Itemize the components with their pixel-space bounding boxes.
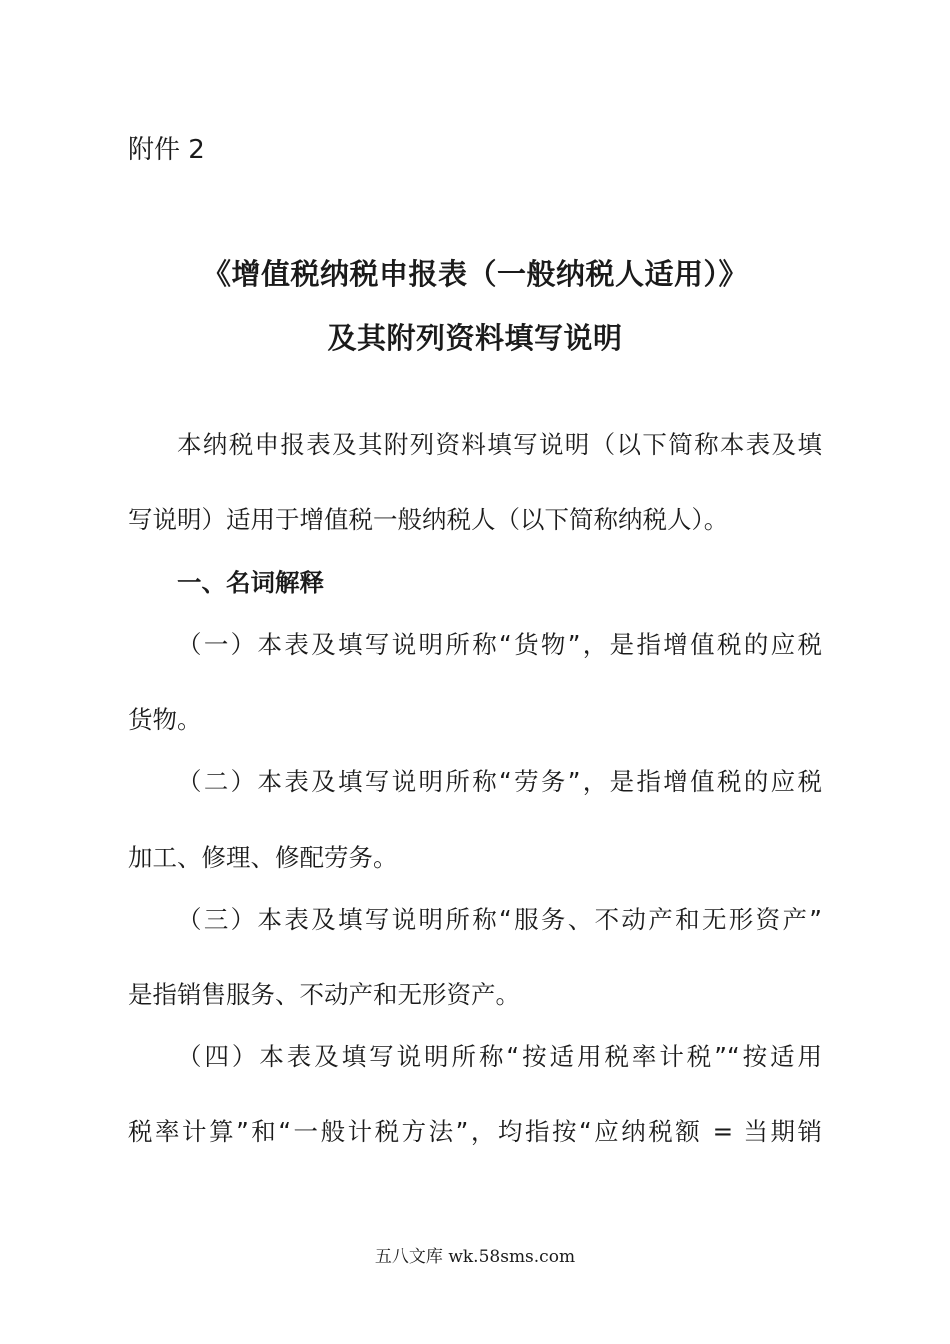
- document-title-line2: 及其附列资料填写说明: [327, 321, 623, 355]
- item-3-line2: 是指销售服务、不动产和无形资产。: [128, 980, 520, 1009]
- item-4-line2: 税率计算”和“一般计税方法”，均指按“应纳税额 = 当期销: [128, 1117, 822, 1146]
- intro-paragraph-line2: 写说明）适用于增值税一般纳税人（以下简称纳税人）。: [128, 505, 729, 534]
- intro-paragraph-line1: 本纳税申报表及其附列资料填写说明（以下简称本表及填: [177, 430, 822, 459]
- item-1-line2: 货物。: [128, 705, 202, 734]
- attachment-label: 附件 2: [128, 135, 205, 165]
- item-2-line2: 加工、修理、修配劳务。: [128, 843, 398, 872]
- item-1-line1: （一）本表及填写说明所称“货物”，是指增值税的应税: [177, 630, 822, 659]
- item-3-line1: （三）本表及填写说明所称“服务、不动产和无形资产”: [177, 905, 822, 934]
- item-4-line1: （四）本表及填写说明所称“按适用税率计税”“按适用: [177, 1042, 822, 1071]
- section-heading: 一、名词解释: [177, 568, 324, 597]
- document-title-line1: 《增值税纳税申报表（一般纳税人适用）》: [201, 257, 748, 291]
- item-2-line1: （二）本表及填写说明所称“劳务”，是指增值税的应税: [177, 767, 822, 796]
- footer-watermark: 五八文库 wk.58sms.com: [374, 1247, 576, 1267]
